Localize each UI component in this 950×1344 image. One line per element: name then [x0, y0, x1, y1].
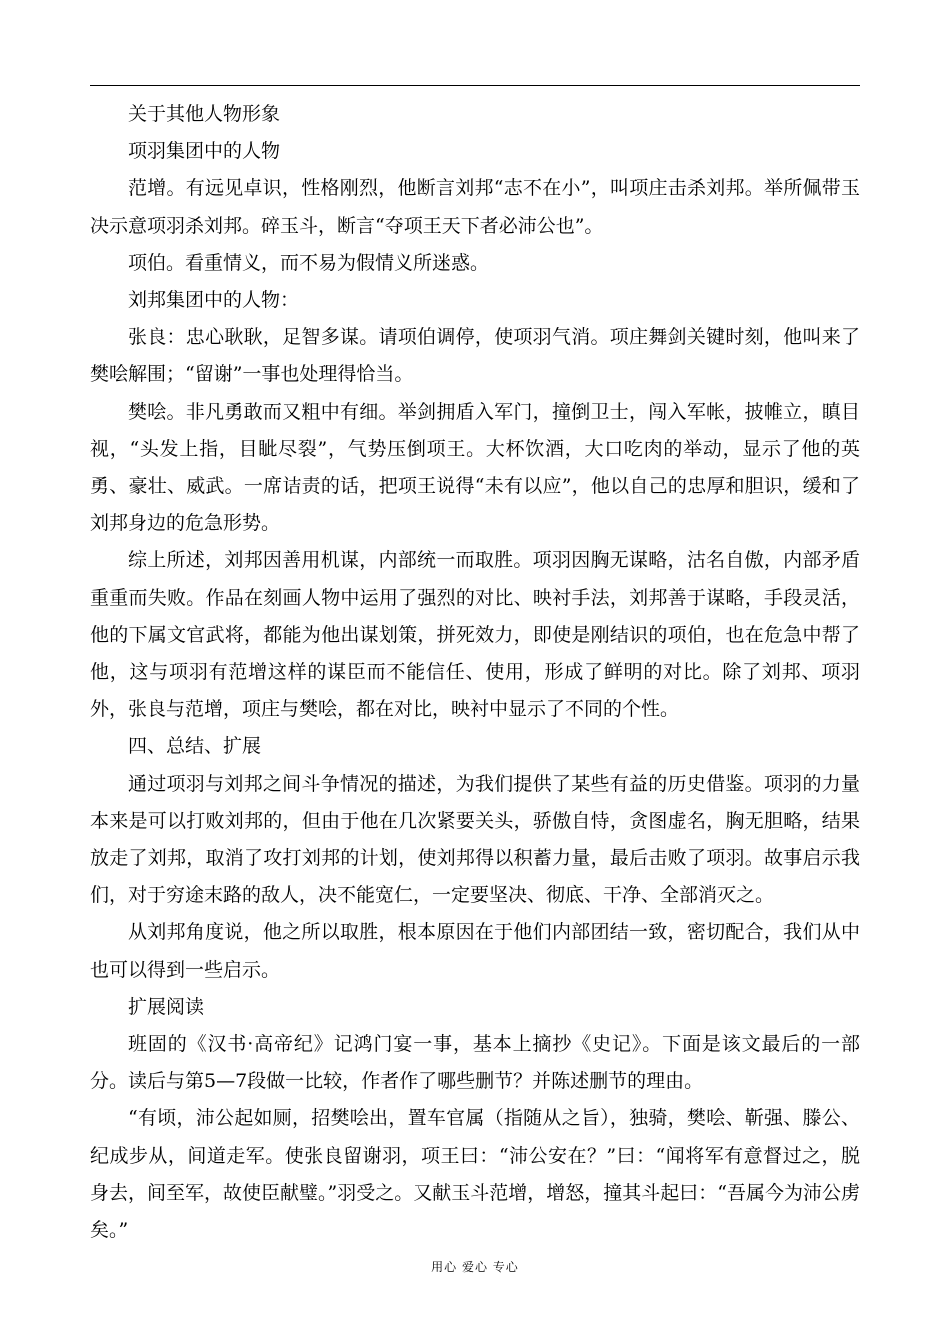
- paragraph-liubang-view: 从刘邦角度说，他之所以取胜，根本原因在于他们内部团结一致，密切配合，我们从中也可以得到一些启示。: [90, 921, 860, 981]
- paragraph-fanzeng: 范增。有远见卓识，性格刚烈，他断言刘邦“志不在小”，叫项庄击杀刘邦。举所佩带玉决示意项羽杀刘邦。碎玉斗，断言“夺项王天下者必沛公也”。: [90, 177, 860, 237]
- heading-xiangyu-group: 项羽集团中的人物: [128, 140, 281, 163]
- paragraph-lessons: 通过项羽与刘邦之间斗争情况的描述，为我们提供了某些有益的历史借鉴。项羽的力量本来是可以打败刘邦的，但由于他在几次紧要关头，骄傲自恃，贪图虚名，胸无胆略，结果放走了刘邦，取消了攻打刘邦的计划，使刘邦得以积蓄力量，最后击败了项羽。故事启示我们，对于穷途末路的敌人，决不能宽仁，一定要坚决、彻底、干净、全部消灭之。: [90, 772, 860, 907]
- paragraph-summary: 综上所述，刘邦因善用机谋，内部统一而取胜。项羽因胸无谋略，沽名自傲，内部矛盾重重而失败。作品在刻画人物中运用了强烈的对比、映衬手法，刘邦善于谋略，手段灵活，他的下属文官武将，都能为他出谋划策，拼死效力，即使是刚结识的项伯，也在危急中帮了他，这与项羽有范增这样的谋臣而不能信任、使用，形成了鲜明的对比。除了刘邦、项羽外，张良与范增，项庄与樊哙，都在对比，映衬中显示了不同的个性。: [90, 549, 860, 721]
- paragraph-xiangbo: 项伯。看重情义，而不易为假情义所迷惑。: [128, 251, 490, 274]
- heading-extended-reading: 扩展阅读: [128, 995, 205, 1018]
- heading-section-four: 四、总结、扩展: [128, 735, 262, 758]
- heading-liubang-group: 刘邦集团中的人物：: [128, 289, 300, 312]
- paragraph-bangu: 班固的《汉书·高帝纪》记鸿门宴一事，基本上摘抄《史记》。下面是该文最后的一部分。读后与第5—7段做一比较，作者作了哪些删节？并陈述删节的理由。: [90, 1033, 860, 1093]
- paragraph-fankuai: 樊哙。非凡勇敢而又粗中有细。举剑拥盾入军门，撞倒卫士，闯入军帐，披帷立，瞋目视，“头发上指，目眦尽裂”，气势压倒项王。大杯饮酒，大口吃肉的举动，显示了他的英勇、豪壮、威武。一席诘责的话，把项王说得“未有以应”，他以自己的忠厚和胆识，缓和了刘邦身边的危急形势。: [90, 400, 860, 535]
- header-rule: [90, 85, 860, 86]
- page-footer: 用心 爱心 专心: [431, 1260, 519, 1274]
- paragraph-zhangliang: 张良：忠心耿耿，足智多谋。请项伯调停，使项羽气消。项庄舞剑关键时刻，他叫来了樊哙解围；“留谢”一事也处理得恰当。: [90, 326, 860, 386]
- paragraph-quotation: “有顷，沛公起如厕，招樊哙出，置车官属（指随从之旨），独骑，樊哙、靳强、滕公、纪成步从，间道走军。使张良留谢羽，项王曰：“沛公安在？”曰：“闻将军有意督过之，脱身去，间至军，故使臣献璧。”羽受之。又献玉斗范增，增怒，撞其斗起曰：“吾属今为沛公虏矣。”: [90, 1107, 860, 1242]
- document-body: [90, 96, 860, 1249]
- heading-other-characters: 关于其他人物形象: [128, 103, 281, 125]
